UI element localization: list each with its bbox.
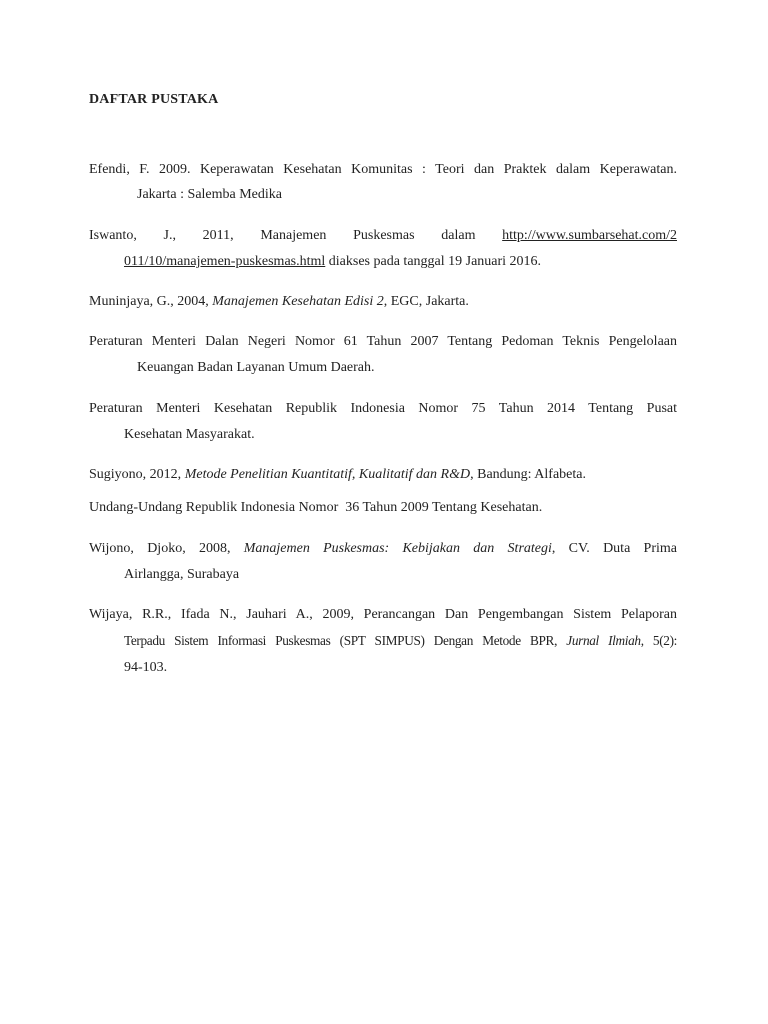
reference-text: 94-103. xyxy=(124,660,168,675)
reference-iswanto-cont xyxy=(124,253,677,271)
reference-text: Airlangga, Surabaya xyxy=(124,567,240,582)
reference-journal-title: Jurnal Ilmiah xyxy=(566,633,641,648)
reference-text: Muninjaya, G., 2004, xyxy=(89,294,213,309)
reference-wijaya-pages xyxy=(124,659,677,677)
page-title: DAFTAR PUSTAKA xyxy=(89,92,219,107)
reference-wijaya xyxy=(89,606,677,624)
reference-text: Sugiyono, 2012, xyxy=(89,467,185,482)
reference-text: diakses pada tanggal 19 Januari 2016. xyxy=(325,254,542,269)
reference-text: Efendi, F. 2009. Keperawatan Kesehatan Komunitas : Teori dan Praktek dalam Keperawatan. xyxy=(89,162,677,177)
reference-muninjaya xyxy=(89,293,677,311)
reference-efendi xyxy=(89,161,677,179)
reference-text: , Bandung: Alfabeta. xyxy=(470,467,586,482)
reference-text: Jakarta : Salemba Medika xyxy=(137,187,283,202)
reference-text: Undang-Undang Republik Indonesia Nomor 36 Tahun 2009 Tentang Kesehatan. xyxy=(89,500,543,515)
reference-book-title: Manajemen Puskesmas: Kebijakan dan Strategi xyxy=(243,541,552,556)
reference-text: Kesehatan Masyarakat. xyxy=(124,427,255,442)
reference-efendi-cont xyxy=(137,186,677,204)
reference-link-cont[interactable]: 011/10/manajemen-puskesmas.html xyxy=(124,254,326,269)
reference-text: Terpadu Sistem Informasi Puskesmas (SPT SIMPUS) Dengan Metode BPR, xyxy=(124,633,567,648)
reference-permenkes-cont xyxy=(124,426,677,444)
reference-text: Wijaya, R.R., Ifada N., Jauhari A., 2009, Perancangan Dan Pengembangan Sistem Pelaporan xyxy=(89,607,677,622)
reference-book-title: Manajemen Kesehatan Edisi 2 xyxy=(212,294,384,309)
reference-book-title: Metode Penelitian Kuantitatif, Kualitatif dan R&D xyxy=(184,467,471,482)
reference-text: Wijono, Djoko, 2008, xyxy=(89,541,244,556)
reference-text: , CV. Duta Prima xyxy=(551,541,677,556)
reference-text: Iswanto, J., 2011, Manajemen Puskesmas dalam xyxy=(89,228,503,243)
reference-text: Keuangan Badan Layanan Umum Daerah. xyxy=(137,360,375,375)
reference-undang-undang xyxy=(89,499,677,517)
reference-wijono-cont xyxy=(124,566,677,584)
reference-permendagri xyxy=(89,333,677,351)
reference-iswanto xyxy=(89,227,677,245)
reference-wijaya-cont xyxy=(124,632,677,650)
reference-text: , 5(2): xyxy=(640,633,678,648)
reference-permenkes xyxy=(89,400,677,418)
reference-text: Peraturan Menteri Kesehatan Republik Indonesia Nomor 75 Tahun 2014 Tentang Pusat xyxy=(89,401,677,416)
reference-text: , EGC, Jakarta. xyxy=(383,294,469,309)
reference-text: Peraturan Menteri Dalan Negeri Nomor 61 Tahun 2007 Tentang Pedoman Teknis Pengelolaan xyxy=(89,334,677,349)
reference-permendagri-cont xyxy=(137,359,677,377)
reference-wijono xyxy=(89,540,677,558)
reference-sugiyono xyxy=(89,466,677,484)
reference-link[interactable]: http://www.sumbarsehat.com/2 xyxy=(502,228,677,243)
